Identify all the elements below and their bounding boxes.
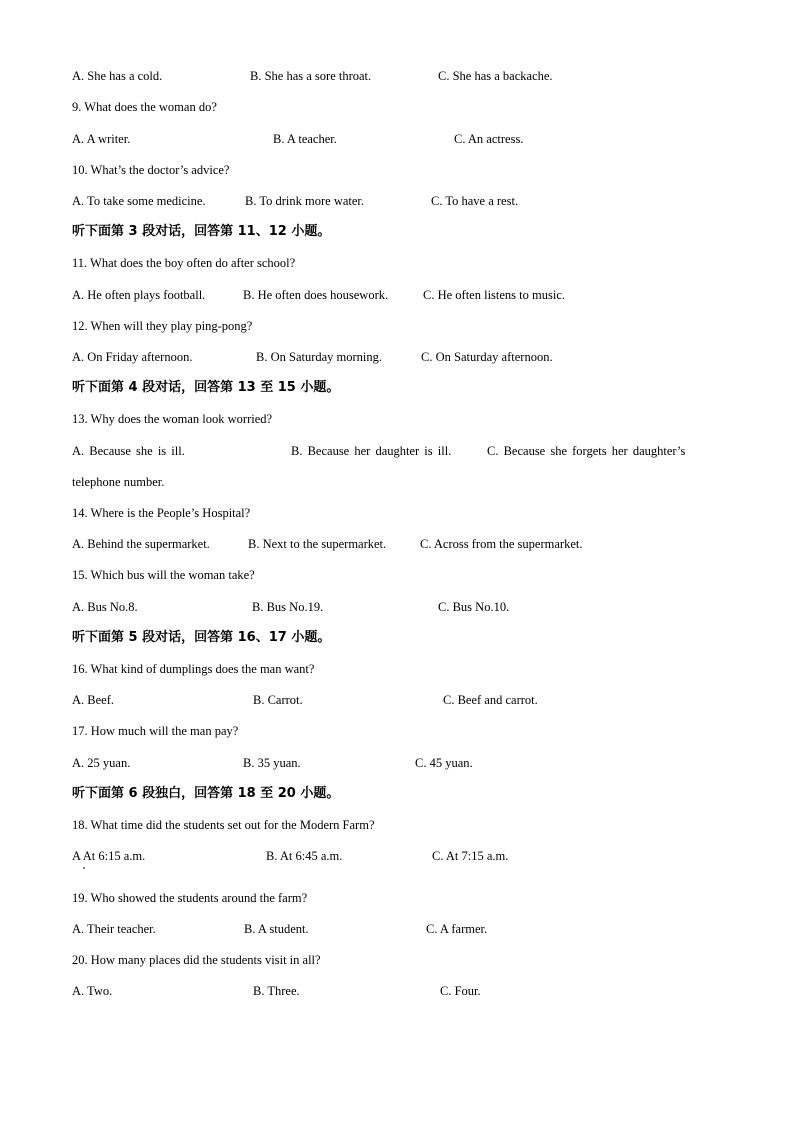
question-12: 12. When will they play ping-pong? — [72, 319, 253, 333]
question-19: 19. Who showed the students around the farm? — [72, 891, 308, 905]
option-c: C. He often listens to music. — [423, 288, 565, 302]
option-c: C. Four. — [440, 984, 481, 998]
option-b: B. On Saturday morning. — [256, 350, 383, 364]
option-b: B. Three. — [253, 984, 300, 998]
section-header-4: 听下面第 4 段对话，回答第 13 至 15 小题。 — [72, 380, 340, 395]
option-b: B. She has a sore throat. — [250, 69, 372, 83]
option-a: A. Two. — [72, 984, 113, 998]
option-b: B. Next to the supermarket. — [248, 537, 387, 551]
option-a: A. 25 yuan. — [72, 756, 131, 770]
option-b: B. A student. — [244, 922, 309, 936]
option-b: B. Bus No.19. — [252, 600, 324, 614]
section-header-5: 听下面第 5 段对话，回答第 16、17 小题。 — [72, 630, 331, 645]
option-c: C. On Saturday afternoon. — [421, 350, 553, 364]
option-c: C. Bus No.10. — [438, 600, 510, 614]
option-a: A. Beef. — [72, 693, 114, 707]
section-header-3: 听下面第 3 段对话，回答第 11、12 小题。 — [72, 224, 331, 239]
option-c: C. Across from the supermarket. — [420, 537, 583, 551]
option-c: C. She has a backache. — [438, 69, 553, 83]
option-a: A. Their teacher. — [72, 922, 156, 936]
option-a: A. On Friday afternoon. — [72, 350, 193, 364]
option-a: A. To take some medicine. — [72, 194, 206, 208]
option-c: C. Beef and carrot. — [443, 693, 538, 707]
question-9: 9. What does the woman do? — [72, 100, 217, 114]
option-c: C. A farmer. — [426, 922, 488, 936]
option-b: B. To drink more water. — [245, 194, 365, 208]
question-13: 13. Why does the woman look worried? — [72, 412, 273, 426]
stray-dot — [83, 867, 85, 869]
option-c: C. Because she forgets her daughter’s — [487, 444, 686, 458]
question-10: 10. What’s the doctor’s advice? — [72, 163, 230, 177]
option-a: A. Bus No.8. — [72, 600, 138, 614]
option-b: B. A teacher. — [273, 132, 337, 146]
option-b: B. He often does housework. — [243, 288, 389, 302]
option-b: B. Carrot. — [253, 693, 303, 707]
option-a: A. She has a cold. — [72, 69, 163, 83]
option-a: A At 6:15 a.m. — [72, 849, 146, 863]
question-15: 15. Which bus will the woman take? — [72, 568, 255, 582]
section-header-6: 听下面第 6 段独白，回答第 18 至 20 小题。 — [72, 786, 340, 801]
option-b: B. At 6:45 a.m. — [266, 849, 343, 863]
question-11: 11. What does the boy often do after school? — [72, 256, 296, 270]
question-14: 14. Where is the People’s Hospital? — [72, 506, 251, 520]
option-c: C. 45 yuan. — [415, 756, 473, 770]
option-a: A. Behind the supermarket. — [72, 537, 210, 551]
question-20: 20. How many places did the students visit in all? — [72, 953, 321, 967]
question-18: 18. What time did the students set out for the Modern Farm? — [72, 818, 375, 832]
question-17: 17. How much will the man pay? — [72, 724, 239, 738]
option-c-continued: telephone number. — [72, 475, 165, 489]
option-c: C. At 7:15 a.m. — [432, 849, 509, 863]
option-c: C. To have a rest. — [431, 194, 519, 208]
option-b: B. Because her daughter is ill. — [291, 444, 452, 458]
question-16: 16. What kind of dumplings does the man want? — [72, 662, 315, 676]
option-a: A. Because she is ill. — [72, 444, 185, 458]
option-b: B. 35 yuan. — [243, 756, 301, 770]
option-a: A. He often plays football. — [72, 288, 206, 302]
option-c: C. An actress. — [454, 132, 524, 146]
option-a: A. A writer. — [72, 132, 131, 146]
